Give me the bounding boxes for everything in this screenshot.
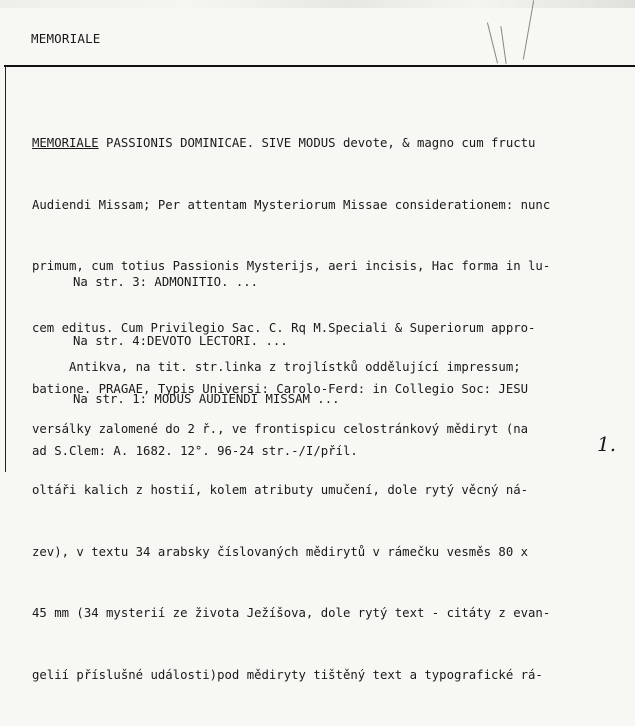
card-left-edge xyxy=(5,66,6,472)
description-line: oltáři kalich z hostií, kolem atributy umučení, dole rytý věcný ná- xyxy=(32,483,529,497)
scan-scratch xyxy=(487,23,498,64)
description-line: batione. PRAGAE, Typis Universi: Carolo-Ferd: in Collegio Soc: JESU xyxy=(32,382,529,396)
scan-scratch xyxy=(523,0,534,59)
scan-scratch xyxy=(500,26,506,64)
card-heading: MEMORIALE xyxy=(31,31,101,46)
description-line: Antikva, na tit. str.linka z trojlístků oddělující impressum; xyxy=(32,360,521,374)
contents-item: Na str. 4:DEVOTO LECTORI. ... xyxy=(73,333,288,348)
description-line: cem editus. Cum Privilegio Sac. C. Rq M.Speciali & Superiorum appro- xyxy=(32,320,536,335)
physical-description xyxy=(32,316,550,726)
contents-item: Na str. 1: MODUS AUDIENDI MISSAM ... xyxy=(73,392,340,406)
description-line: ad S.Clem: A. 1682. 12°. 96-24 str.-/I/příl. xyxy=(32,443,358,458)
description-line: zev), v textu 34 arabsky číslovaných mědirytů v rámečku vesměs 80 x xyxy=(32,544,529,559)
title-keyword: MEMORIALE xyxy=(32,136,99,150)
header-rule xyxy=(4,65,635,67)
contents-item: Na str. 3: ADMONITIO. ... xyxy=(73,275,259,289)
description-line: gelií příslušné události)pod mědiryty tištěný text a typografické rá- xyxy=(32,667,543,682)
description-line: primum, cum totius Passionis Mysterijs, aeri incisis, Hac forma in lu- xyxy=(32,259,551,273)
description-line: versálky zalomené do 2 ř., ve frontispicu celostránkový mědiryt (na xyxy=(32,421,529,436)
description-line: Audiendi Missam; Per attentam Mysteriorum Missae considerationem: nunc xyxy=(32,197,551,212)
description-line: 45 mm (34 mysterií ze života Ježíšova, dole rytý text - citáty z evan- xyxy=(32,606,551,620)
card-number-mark: 1. xyxy=(597,432,617,456)
description-line: MEMORIALE PASSIONIS DOMINICAE. SIVE MODUS devote, & magno cum fructu xyxy=(32,136,536,150)
scan-noise xyxy=(0,0,635,8)
